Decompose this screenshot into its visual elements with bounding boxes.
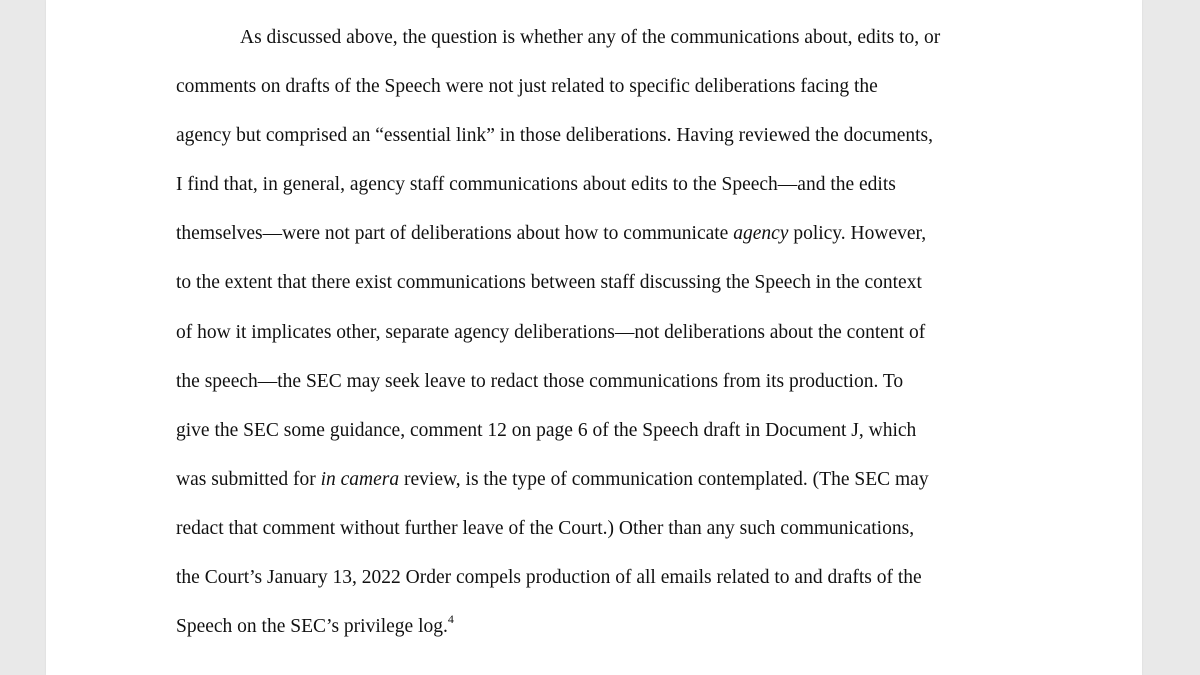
line-text: the Court’s January 13, 2022 Order compels production of all emails related to and drafts of the (176, 567, 922, 589)
paragraph-line-4 (176, 168, 1036, 217)
line-text: Speech on the SEC’s privilege log. (176, 616, 448, 638)
paragraph-line-9 (176, 414, 1036, 463)
paragraph-line-8 (176, 365, 1036, 414)
line-text: themselves—were not part of deliberations about how to communicate (176, 223, 729, 245)
line-text: As discussed above, the question is whether any of the communications about, edits to, or (240, 27, 941, 48)
paragraph-line-13 (176, 610, 1036, 659)
footnote-marker[interactable]: 4 (447, 612, 454, 627)
line-text: redact that comment without further leave of the Court.) Other than any such communications, (176, 517, 915, 539)
paragraph-line-5 (176, 217, 1036, 266)
italic-term-agency: agency (733, 223, 789, 245)
line-text: to the extent that there exist communications between staff discussing the Speech in the context (176, 272, 922, 294)
document-paragraph (176, 21, 1036, 659)
paragraph-line-6 (176, 266, 1036, 315)
line-text: review, is the type of communication contemplated. (The SEC may (404, 468, 929, 490)
paragraph-line-2 (176, 70, 1036, 119)
line-text: was submitted for (176, 468, 316, 490)
line-text: the speech—the SEC may seek leave to redact those communications from its production. To (176, 370, 904, 392)
line-text: of how it implicates other, separate agency deliberations—not deliberations about the content of (176, 321, 926, 343)
line-text: I find that, in general, agency staff communications about edits to the Speech—and the edits (176, 174, 896, 196)
paragraph-line-1 (176, 21, 1036, 70)
paragraph-line-3 (176, 119, 1036, 168)
paragraph-line-7 (176, 316, 1036, 365)
paragraph-line-12 (176, 561, 1036, 610)
document-page (46, 0, 1142, 675)
line-text: policy. However, (793, 223, 927, 245)
paragraph-line-11 (176, 512, 1036, 561)
line-text: give the SEC some guidance, comment 12 on page 6 of the Speech draft in Document J, which (176, 419, 917, 441)
paragraph-line-10 (176, 463, 1036, 512)
line-text: agency but comprised an “essential link” in those deliberations. Having reviewed the documents, (176, 125, 934, 147)
italic-term-in-camera: in camera (320, 468, 400, 490)
line-text: comments on drafts of the Speech were not just related to specific deliberations facing the (176, 76, 878, 98)
